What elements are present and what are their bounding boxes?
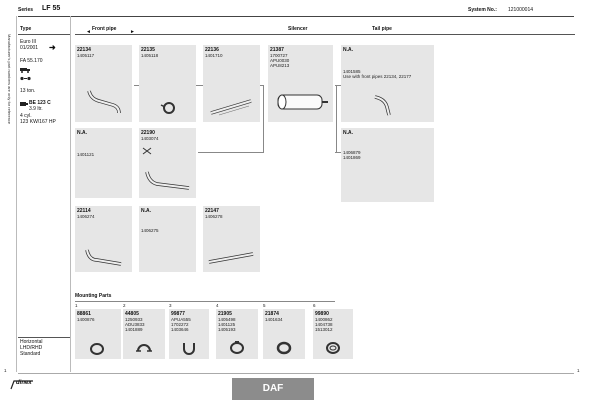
part-oe: 1401121 — [77, 152, 95, 157]
usage-note: Use with front pipes 22134, 22177 — [343, 74, 412, 79]
part-oe: 1513012 — [315, 327, 333, 332]
mounting-num: 4 — [216, 303, 219, 308]
part-card-22114[interactable] — [75, 206, 132, 272]
part-code: 22190 — [141, 130, 155, 136]
displacement-text: 3.9 ltr. — [29, 106, 43, 112]
part-code: 88861 — [77, 311, 91, 317]
orientation-text: Horizontal — [20, 339, 43, 345]
part-oe: 1405193 — [218, 327, 236, 332]
type-label: Type — [20, 26, 32, 32]
mounting-card-99877[interactable] — [169, 309, 209, 359]
mounting-num: 5 — [263, 303, 266, 308]
silencer-header: Silencer — [288, 26, 308, 32]
part-code: N.A. — [343, 47, 353, 53]
dinex-logo — [10, 378, 34, 390]
system-label: System No.: — [468, 7, 497, 13]
part-oe: 1405117 — [77, 53, 95, 58]
mounting-title: Mounting Parts — [75, 293, 112, 299]
cylinders-text: 4 cyl. — [20, 113, 32, 119]
part-code: N.A. — [77, 130, 87, 136]
part-oe: 1702272 — [171, 322, 189, 327]
connector-line — [198, 152, 264, 153]
part-oe: 1250933 — [125, 317, 143, 322]
part-card-21387[interactable] — [268, 45, 333, 122]
part-oe: 1405118 — [141, 53, 159, 58]
clamp-icon — [228, 341, 246, 355]
brand-name: DAF — [262, 383, 284, 394]
bent-pipe-icon — [145, 168, 193, 194]
mounting-num: 1 — [75, 303, 78, 308]
part-oe: 1400876 — [77, 317, 95, 322]
mounting-num: 2 — [123, 303, 126, 308]
part-code: 99890 — [315, 311, 329, 317]
model-text: FA 55.170 — [20, 58, 43, 64]
straight-pipe-icon — [209, 97, 255, 117]
arrow-left-icon: ◄ — [86, 29, 91, 35]
connector-line — [263, 85, 264, 152]
part-oe: 1406879 — [343, 150, 361, 155]
part-code: 44805 — [125, 311, 139, 317]
part-code: N.A. — [141, 208, 151, 214]
part-oe: 1406274 — [77, 214, 95, 219]
mounting-num: 3 — [169, 303, 172, 308]
part-oe: 1401585 — [343, 69, 361, 74]
part-oe: 1403646 — [171, 327, 189, 332]
tail-pipe-card-2[interactable] — [341, 128, 434, 202]
part-code: 22134 — [77, 47, 91, 53]
part-oe: APU8213 — [270, 63, 290, 68]
part-oe: 1406275 — [141, 228, 159, 233]
part-oe: 1405498 — [218, 317, 236, 322]
part-oe: 1401125 — [218, 322, 236, 327]
page-number-left: 1 — [4, 368, 7, 373]
part-code: 21387 — [270, 47, 284, 53]
left-rule — [16, 16, 17, 372]
mounting-card-99890[interactable] — [313, 309, 353, 359]
rubber-hanger-icon — [325, 341, 341, 355]
part-oe: APUA555 — [171, 317, 191, 322]
type-rule — [18, 34, 70, 35]
tail-pipe-card-1[interactable] — [341, 45, 434, 122]
part-code: 22114 — [77, 208, 91, 214]
part-oe: 1403074 — [141, 136, 159, 141]
mounting-card-88861[interactable] — [75, 309, 121, 359]
weight-text: 13 ton. — [20, 88, 36, 94]
header-rule — [18, 16, 574, 17]
series-label: Series — [18, 7, 34, 13]
bent-pipe-icon — [85, 87, 125, 117]
part-card-22134[interactable] — [75, 45, 132, 122]
part-oe: 1700727 — [270, 53, 288, 58]
mounting-rule — [75, 301, 335, 302]
system-value: 121000014 — [508, 7, 534, 13]
part-card-na-2[interactable] — [139, 206, 196, 272]
part-oe: 1401634 — [265, 317, 283, 322]
part-code: 21874 — [265, 311, 279, 317]
part-code: 22135 — [141, 47, 155, 53]
part-oe: ADU3833 — [125, 322, 145, 327]
silencer-icon — [274, 91, 330, 113]
part-card-22136[interactable] — [203, 45, 260, 122]
scissors-icon — [143, 148, 151, 154]
pipe-clamp-icon — [135, 341, 153, 355]
part-oe: 1401869 — [343, 155, 361, 160]
band-clamp-icon — [275, 341, 293, 355]
clamp-icon — [159, 101, 177, 115]
mounting-card-44805[interactable] — [123, 309, 165, 359]
tail-pipe-header: Tail pipe — [372, 26, 392, 32]
brand-badge — [232, 378, 314, 400]
part-code: 99877 — [171, 311, 185, 317]
mounting-num: 6 — [313, 303, 316, 308]
part-code: 22136 — [205, 47, 219, 53]
part-oe: 1401710 — [205, 53, 223, 58]
columns-rule — [75, 34, 575, 35]
panel-divider — [70, 16, 71, 372]
tail-pipe-icon — [371, 93, 395, 119]
connector-line — [336, 85, 337, 152]
bent-pipe-icon — [83, 246, 127, 270]
page-number-right: 1 — [577, 368, 580, 373]
date-text: 01/2001 — [20, 45, 39, 51]
arrow-right-icon: ➜ — [49, 43, 56, 52]
power-text: 123 KW/167 HP — [20, 119, 56, 125]
arrow-right-icon-small: ► — [130, 29, 135, 35]
dinex-logo-text: dinex — [16, 380, 32, 386]
part-card-22190[interactable] — [139, 128, 196, 198]
u-bolt-icon — [181, 341, 197, 355]
part-code: 21905 — [218, 311, 232, 317]
bottom-rule — [18, 337, 70, 338]
gasket-icon — [89, 343, 105, 355]
drive-side-text: LHD/RHD — [20, 345, 43, 351]
series-value: LF 55 — [42, 5, 61, 12]
engine-code: BE 123 C — [29, 100, 51, 106]
part-oe: 1401889 — [125, 327, 143, 332]
front-pipe-header: Front pipe — [92, 26, 117, 32]
mounting-card-21874[interactable] — [263, 309, 305, 359]
part-card-na-1[interactable] — [75, 128, 132, 198]
part-oe: 1404738 — [315, 322, 333, 327]
part-card-22147[interactable] — [203, 206, 260, 272]
part-oe: 1406278 — [205, 214, 223, 219]
part-oe: 1400862 — [315, 317, 333, 322]
side-note: Manufacturer's part numbers are only for reference — [7, 34, 12, 125]
variant-text: Standard — [20, 351, 41, 357]
part-code: N.A. — [343, 130, 353, 136]
euro-text: Euro III — [20, 39, 37, 45]
part-oe: APU0030 — [270, 58, 290, 63]
footer-rule — [18, 373, 574, 374]
part-card-22135[interactable] — [139, 45, 196, 122]
part-code: 22147 — [205, 208, 219, 214]
straight-pipe-icon — [207, 248, 257, 268]
mounting-card-21905[interactable] — [216, 309, 258, 359]
